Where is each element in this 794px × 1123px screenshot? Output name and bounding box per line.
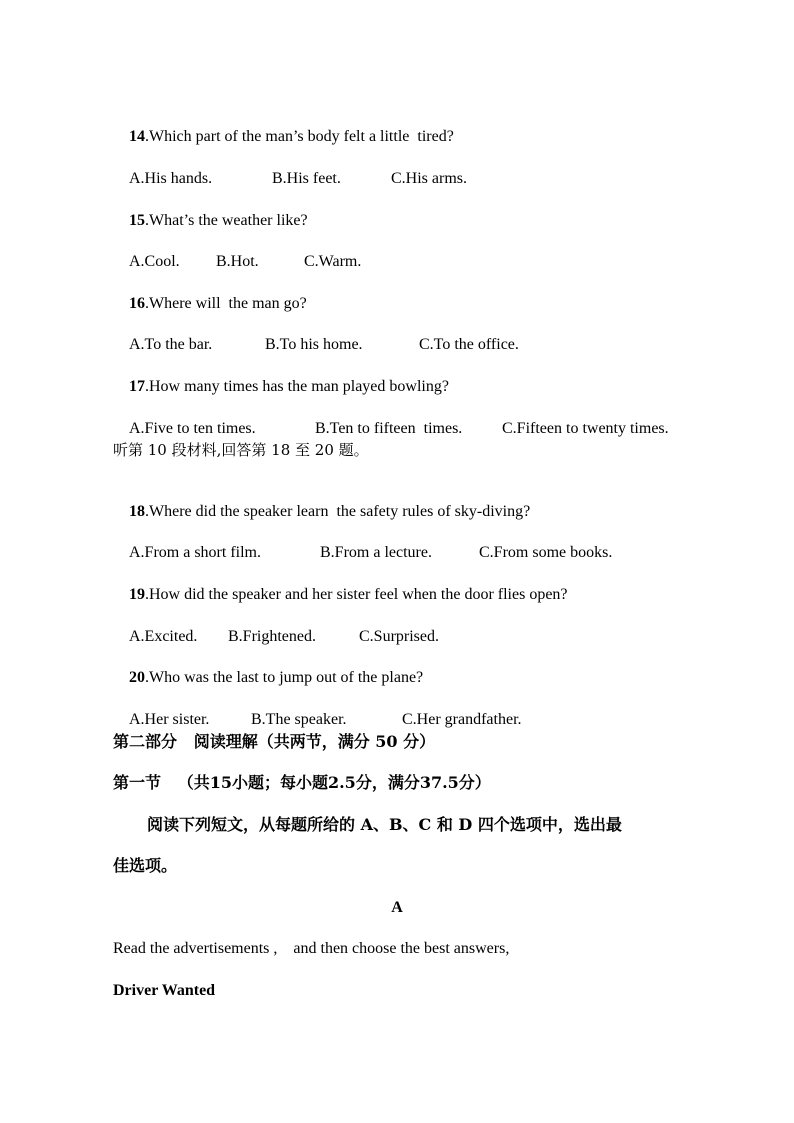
option-c: C.To the office. [419, 336, 519, 353]
reading-instruction-line1: 阅读下列短文，从每题所给的 A、B、C 和 D 四个选项中，选出最 [147, 815, 622, 834]
question-number: 20 [129, 669, 145, 686]
option-b: B.The speaker. [251, 711, 347, 728]
option-a: A.From a short film. [129, 544, 261, 561]
passage-letter: A [391, 899, 403, 916]
question-number: 16 [129, 295, 145, 312]
question-text: .What’s the weather like? [145, 212, 308, 229]
section1-title: 第一节 （共15小题；每小题2.5分，满分37.5分） [113, 773, 491, 792]
option-a: A.Her sister. [129, 711, 210, 728]
option-b: B.Ten to fifteen times. [315, 420, 463, 437]
question-text: .How did the speaker and her sister feel when the door flies open? [145, 586, 568, 603]
option-b: B.From a lecture. [320, 544, 432, 561]
question-number: 14 [129, 128, 145, 145]
question-text: .Where did the speaker learn the safety rules of sky-diving? [145, 503, 531, 520]
question-text: .How many times has the man played bowling? [145, 378, 449, 395]
reading-instruction-line2: 佳选项。 [113, 856, 178, 875]
option-c: C.Warm. [304, 253, 362, 270]
question-number: 19 [129, 586, 145, 603]
question-number: 17 [129, 378, 145, 395]
option-a: A.Five to ten times. [129, 420, 256, 437]
passage-intro: Read the advertisements , and then choose the best answers, [113, 940, 510, 957]
option-b: B.To his home. [265, 336, 363, 353]
option-a: A.Cool. [129, 253, 180, 270]
question-number: 15 [129, 212, 145, 229]
question-text: .Who was the last to jump out of the plane? [145, 669, 424, 686]
option-a: A.Excited. [129, 628, 198, 645]
option-b: B.Hot. [216, 253, 259, 270]
option-a: A.To the bar. [129, 336, 213, 353]
option-c: C.His arms. [391, 170, 467, 187]
question-number: 18 [129, 503, 145, 520]
option-b: B.His feet. [272, 170, 341, 187]
option-c: C.Her grandfather. [402, 711, 522, 728]
question-text: .Where will the man go? [145, 295, 307, 312]
part2-title: 第二部分 阅读理解（共两节，满分 50 分） [113, 732, 436, 751]
ad-title: Driver Wanted [113, 982, 216, 999]
option-c: C.Surprised. [359, 628, 439, 645]
listening-instruction: 听第 10 段材料,回答第 18 至 20 题。 [113, 441, 369, 459]
option-b: B.Frightened. [228, 628, 316, 645]
option-a: A.His hands. [129, 170, 213, 187]
option-c: C.From some books. [479, 544, 613, 561]
question-text: .Which part of the man’s body felt a little tired? [145, 128, 454, 145]
option-c: C.Fifteen to twenty times. [502, 420, 669, 437]
